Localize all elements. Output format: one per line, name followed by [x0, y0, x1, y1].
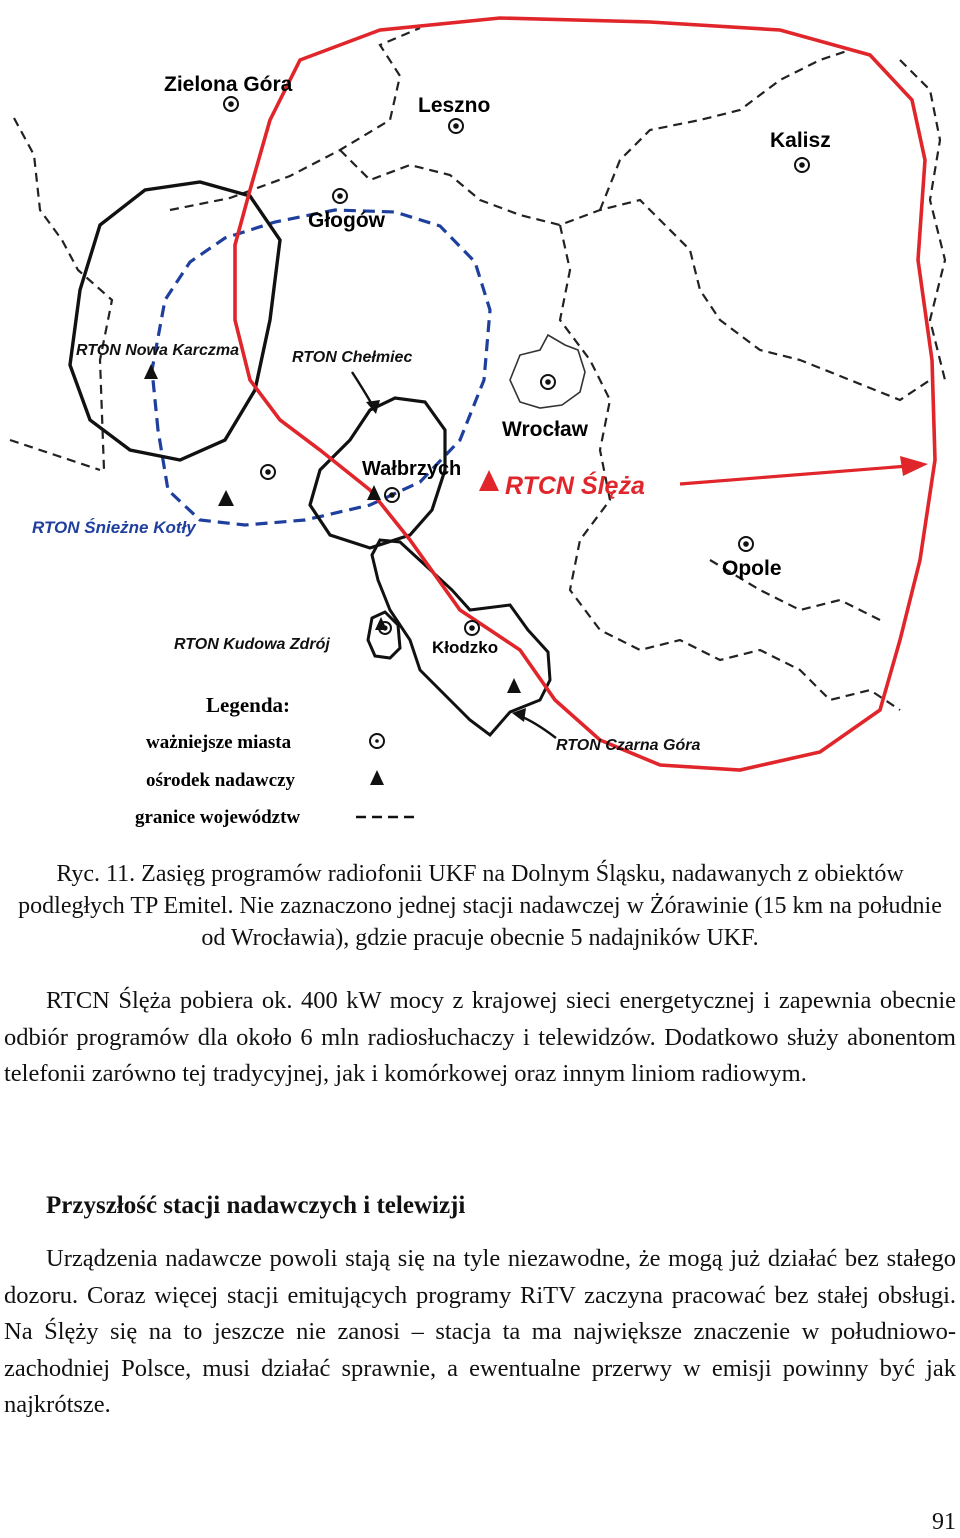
sleza-transmitter — [479, 470, 499, 491]
map-legend — [135, 693, 414, 828]
city-label-wroclaw: Wrocław — [502, 418, 588, 441]
station-label-czarna-gora: RTON Czarna Góra — [556, 737, 701, 754]
sleza-arrowhead — [900, 456, 928, 476]
city-label-klodzko: Kłodzko — [432, 638, 499, 657]
station-label-sleza: RTCN Ślęża — [505, 472, 645, 500]
legend-transmitter-icon — [370, 770, 384, 785]
kudowa-transmitter — [375, 617, 387, 630]
paragraph-2 — [4, 1241, 956, 1424]
city-markers — [224, 97, 809, 635]
city-label-leszno: Leszno — [418, 94, 491, 117]
legend-title: Legenda: — [206, 693, 290, 717]
paragraph-1-text: RTCN Ślęża pobiera ok. 400 kW mocy z krajowej sieci energetycznej i zapewnia obecnie odbiór programów dla około 6 mln radiosłuchaczy i telewidzów. Dodatkowo służy abonentom telefonii zarówno tej tradycyjnej, jak i komórkowej oraz innym liniom radiowym. — [4, 987, 956, 1087]
section-heading: Przyszłość stacji nadawczych i telewizji — [46, 1192, 466, 1219]
czarna-gora-transmitter — [507, 678, 521, 693]
station-label-chelmiec: RTON Chełmiec — [292, 349, 413, 366]
city-label-glogow: Głogów — [308, 209, 385, 232]
legend-borders-label: granice województw — [135, 807, 301, 828]
station-label-kudowa: RTON Kudowa Zdrój — [174, 636, 330, 653]
city-label-zielona-gora: Zielona Góra — [164, 73, 293, 96]
legend-transmitter-label: ośrodek nadawczy — [146, 770, 296, 791]
legend-cities-label: ważniejsze miasta — [146, 732, 292, 753]
sniezne-kotly-transmitter — [218, 490, 234, 506]
page-number: 91 — [932, 1509, 956, 1535]
city-label-walbrzych: Wałbrzych — [362, 458, 462, 480]
station-label-nowa-karczma: RTON Nowa Karczma — [76, 342, 240, 359]
wroclaw-outline — [510, 335, 585, 408]
czarna-gora-arrow — [520, 716, 556, 738]
figure-caption: Ryc. 11. Zasięg programów radiofonii UKF na Dolnym Śląsku, nadawanych z obiektów podległych TP Emitel. Nie zaznaczono jednej stacji nadawczej w Żórawinie (15 km na południe od Wrocławia), gdzie pracuje obecnie 5 nadajników UKF. — [18, 861, 942, 951]
paragraph-2-text: Urządzenia nadawcze powoli stają się na tyle niezawodne, że mogą już działać bez stałego dozoru. Coraz więcej stacji emitujących programy RiTV zaczyna pracować bez stałej obsługi. Na Ślęży się na to jeszcze nie zanosi – stacja ta ma największe znaczenie w południowo-zachodniej Polsce, musi działać sprawnie, a ewentualne przerwy w emisji powinny być jak najkrótsze. — [4, 1245, 956, 1418]
city-label-opole: Opole — [722, 557, 782, 580]
nowa-karczma-transmitter — [144, 364, 158, 379]
paragraph-1 — [4, 983, 956, 1093]
city-label-kalisz: Kalisz — [770, 129, 831, 152]
station-label-sniezne-kotly: RTON Śnieżne Kotły — [32, 518, 196, 537]
sleza-range-arrow — [680, 466, 908, 484]
